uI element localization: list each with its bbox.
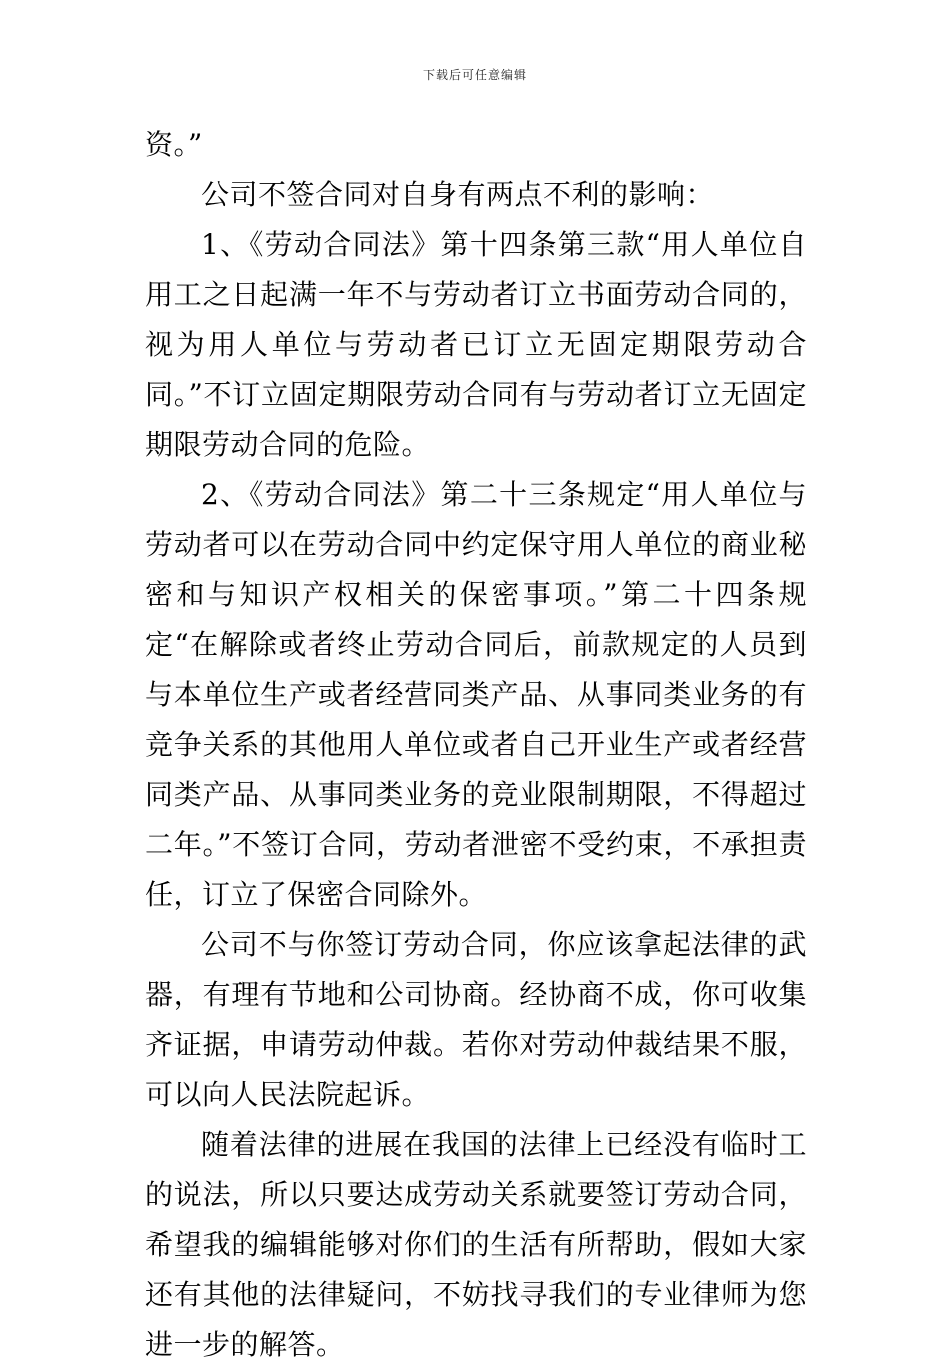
paragraph-point-1: 1、《劳动合同法》第十四条第三款“用人单位自用工之日起满一年不与劳动者订立书面劳动合同的，视为用人单位与劳动者已订立无固定期限劳动合同。”不订立固定期限劳动合同有与劳动者订立无固定期限劳动合同的危险。	[145, 228, 807, 461]
paragraph-conclusion: 随着法律的进展在我国的法律上已经没有临时工的说法，所以只要达成劳动关系就要签订劳动合同，希望我的编辑能够对你们的生活有所帮助，假如大家还有其他的法律疑问，不妨找寻我们的专业律师为您进一步的解答。	[145, 1128, 807, 1361]
paragraph-continuation: 资。”	[145, 128, 203, 161]
page-header-note: 下载后可任意编辑	[422, 68, 527, 82]
paragraph-intro: 公司不签合同对自身有两点不利的影响：	[201, 178, 715, 211]
paragraph-point-2: 2、《劳动合同法》第二十三条规定“用人单位与劳动者可以在劳动合同中约定保守用人单位的商业秘密和与知识产权相关的保密事项。”第二十四条规定“在解除或者终止劳动合同后，前款规定的人员到与本单位生产或者经营同类产品、从事同类业务的有竞争关系的其他用人单位或者自己开业生产或者经营同类产品、从事同类业务的竞业限制期限，不得超过二年。”不签订合同，劳动者泄密不受约束，不承担责任，订立了保密合同除外。	[145, 478, 807, 911]
paragraph-advice: 公司不与你签订劳动合同，你应该拿起法律的武器，有理有节地和公司协商。经协商不成，你可收集齐证据，申请劳动仲裁。若你对劳动仲裁结果不服，可以向人民法院起诉。	[145, 928, 807, 1111]
document-body	[145, 120, 807, 1370]
